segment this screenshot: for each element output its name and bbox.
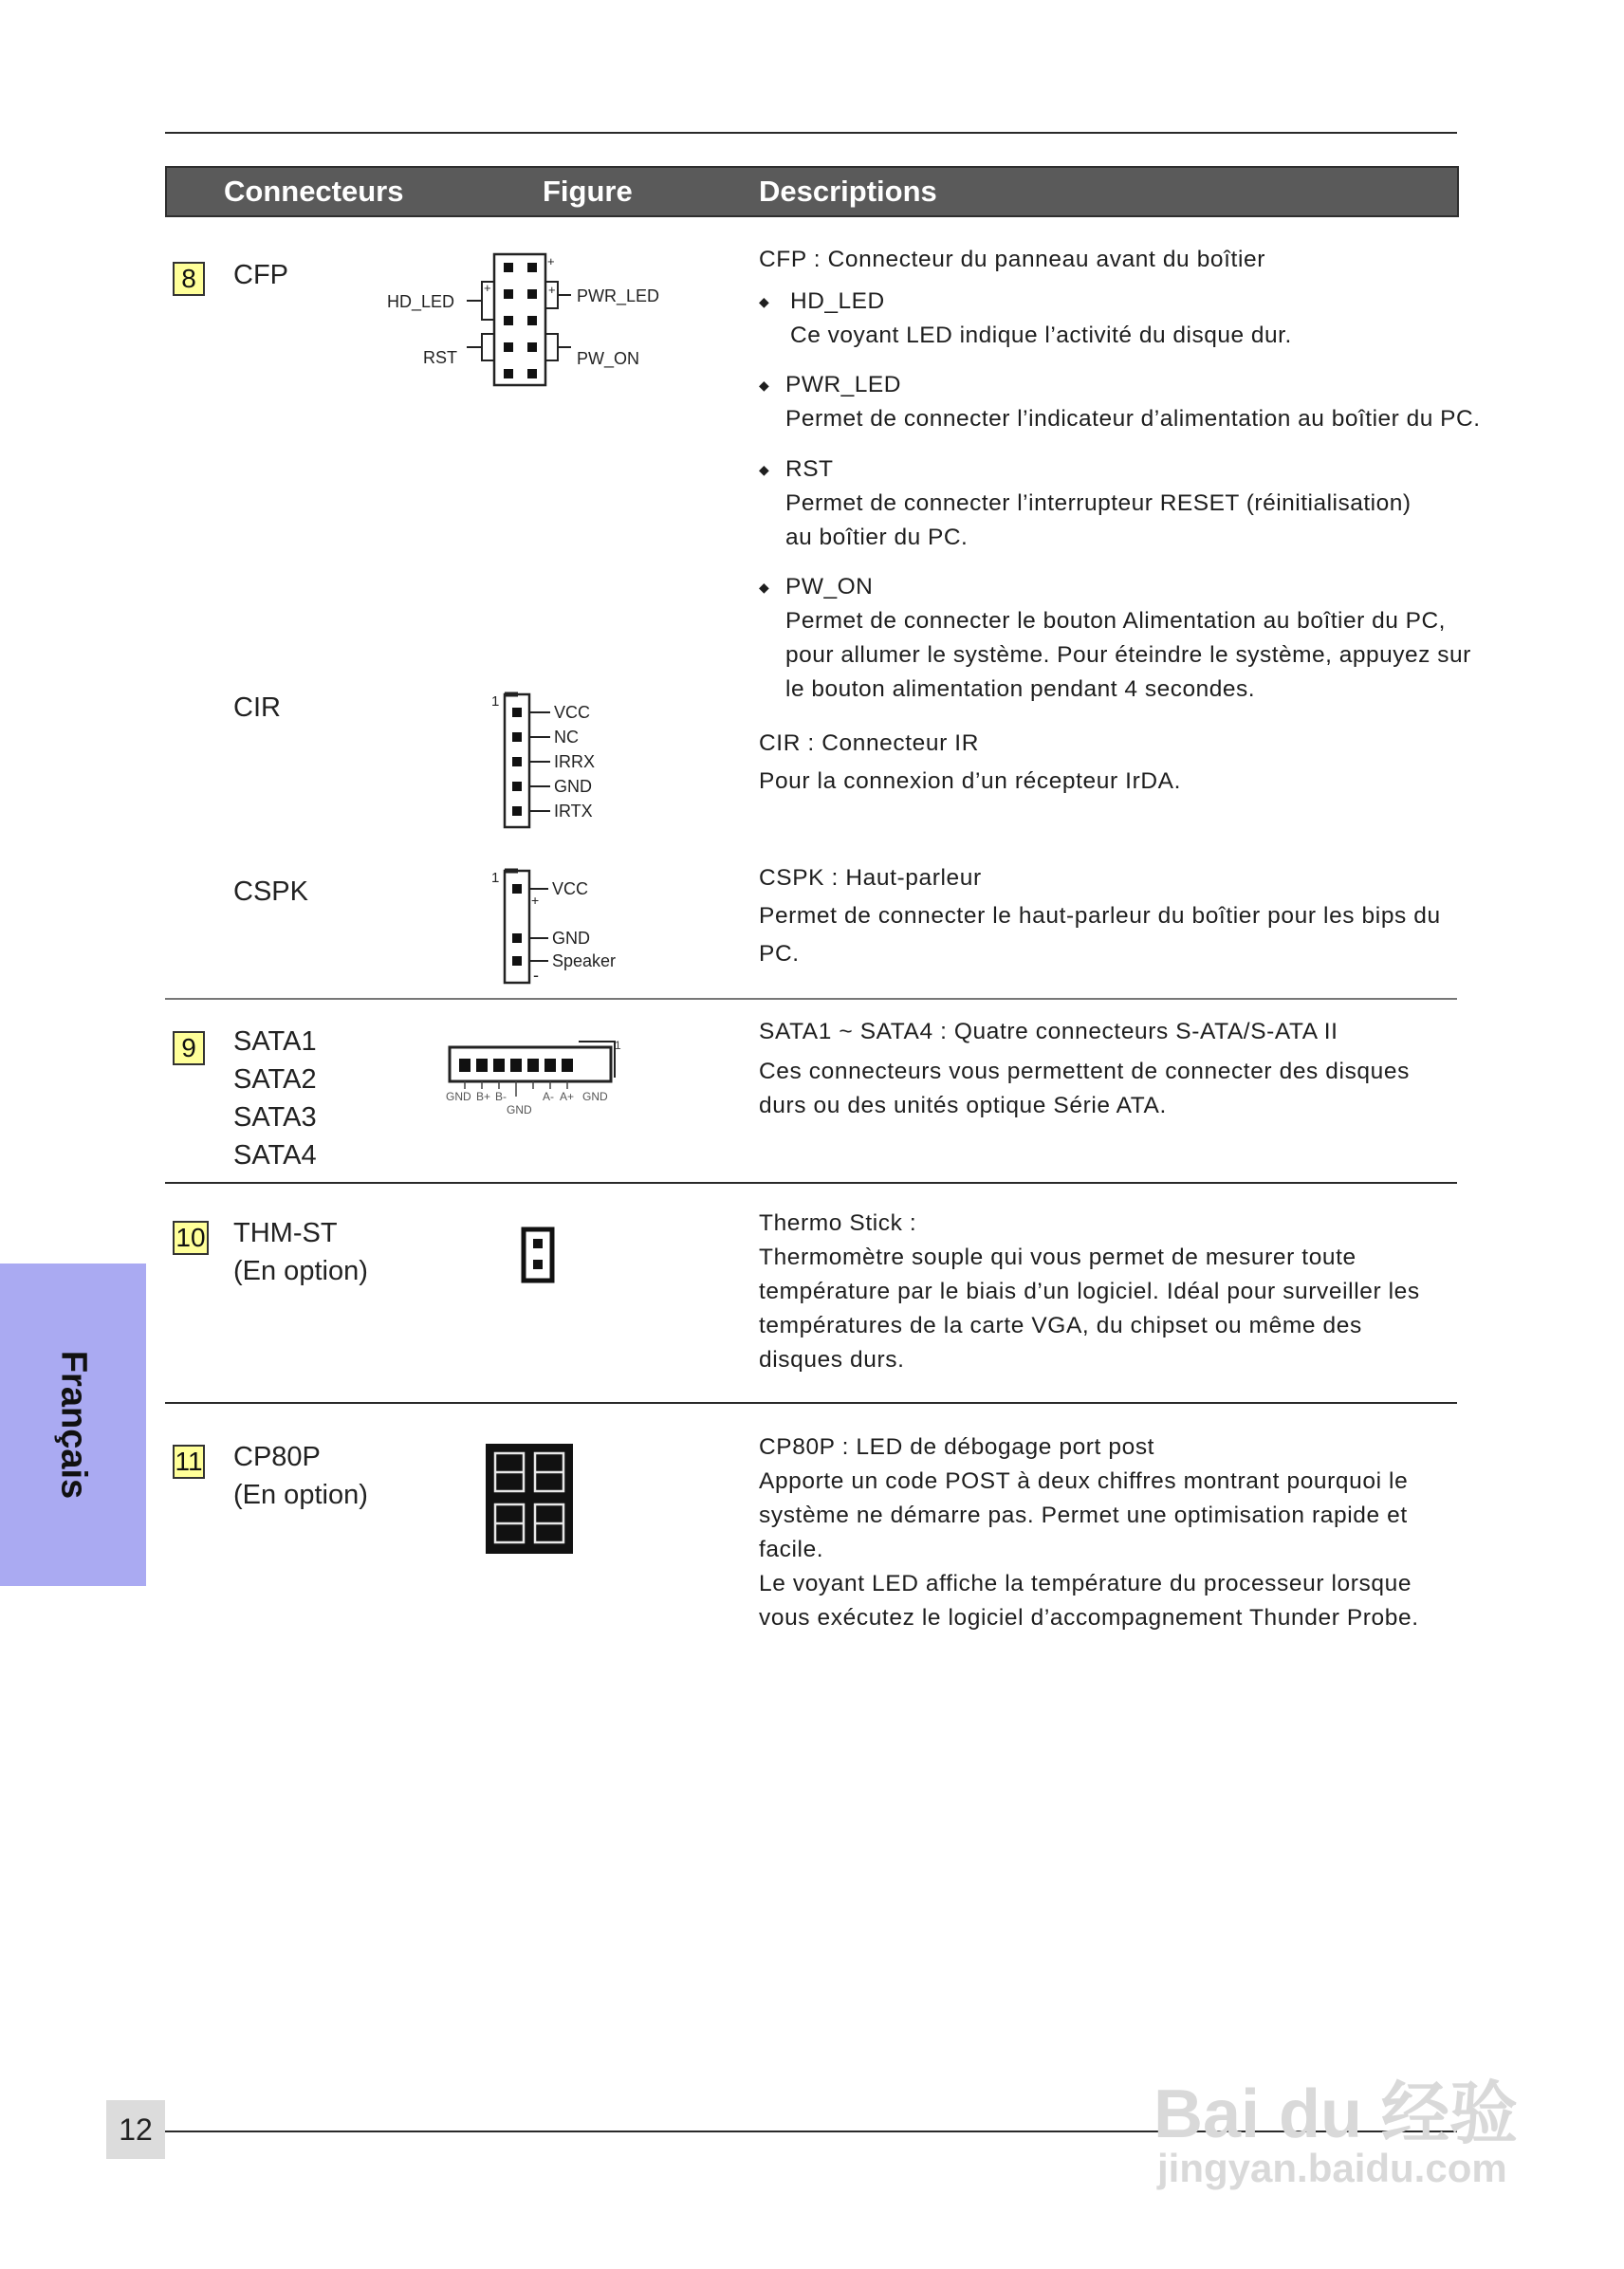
cir-pin [512, 732, 522, 742]
item-text: Permet de connecter l’indicateur d’alimentation au boîtier du PC. [785, 406, 1481, 432]
item-text: le bouton alimentation pendant 4 secondes. [785, 676, 1256, 702]
cp80p-line: vous exécutez le logiciel d’accompagnement Thunder Probe. [759, 1605, 1419, 1631]
cir-pin1-label: 1 [491, 693, 500, 710]
sata-pin [476, 1059, 488, 1072]
cfp-title: CFP : Connecteur du panneau avant du boîtier [759, 247, 1265, 272]
cir-pin [512, 806, 522, 816]
thm-st-outline [524, 1229, 552, 1281]
bullet-icon: ◆ [759, 580, 770, 595]
item-label: HD_LED [790, 288, 885, 314]
sata-pin-label: A+ [560, 1090, 575, 1103]
fig-label-pwr-led: PWR_LED [577, 286, 660, 305]
cspk-pin1-label: 1 [491, 870, 500, 886]
cir-pin-label: IRRX [554, 752, 596, 771]
item-text: pour allumer le système. Pour éteindre le système, appuyez sur [785, 642, 1471, 668]
cfp-connector-outline [494, 254, 545, 385]
watermark-logo: Bai du 经验 [1153, 2076, 1519, 2152]
language-label: Français [53, 1350, 94, 1500]
sata-pin1-label: 1 [615, 1039, 621, 1052]
connector-sata1: SATA1 [233, 1026, 317, 1057]
header-figure: Figure [543, 175, 633, 208]
sata-pin [510, 1059, 522, 1072]
connector-thm-option: (En option) [233, 1256, 368, 1286]
cspk-pin [512, 933, 522, 943]
thm-line: températures de la carte VGA, du chipset ou même des [759, 1313, 1362, 1338]
sata-title: SATA1 ~ SATA4 : Quatre connecteurs S-ATA/S-ATA II [759, 1019, 1338, 1044]
table-header [165, 166, 1459, 217]
cspk-pin-figure [484, 865, 645, 988]
cfp-pin [527, 316, 537, 325]
connector-cspk: CSPK [233, 876, 308, 907]
cspk-pin-label: Speaker [552, 951, 617, 970]
sata-line: durs ou des unités optique Série ATA. [759, 1093, 1167, 1118]
cspk-line: Permet de connecter le haut-parleur du boîtier pour les bips du [759, 903, 1441, 929]
top-plus: + [547, 254, 555, 268]
cir-pin-label: VCC [554, 703, 591, 722]
header-descriptions: Descriptions [759, 175, 937, 208]
item-label: PWR_LED [785, 372, 901, 397]
cp80p-line: Apporte un code POST à deux chiffres montrant pourquoi le [759, 1468, 1409, 1494]
row-divider [165, 1182, 1457, 1184]
hd-led-plus: + [484, 281, 491, 295]
cspk-plus: + [531, 893, 540, 908]
thm-st-pin [533, 1260, 543, 1269]
sata-pin [544, 1059, 556, 1072]
cir-title: CIR : Connecteur IR [759, 730, 979, 756]
sata-pin-figure [442, 1034, 632, 1129]
sata-pin-label: B- [495, 1090, 507, 1103]
sata-line: Ces connecteurs vous permettent de connecter des disques [759, 1059, 1410, 1084]
row-divider [165, 1402, 1457, 1404]
item-text: au boîtier du PC. [785, 525, 969, 550]
sata-pin-label: A- [543, 1090, 554, 1103]
cspk-pin [512, 956, 522, 966]
page-number: 12 [106, 2100, 165, 2159]
language-side-tab [0, 1264, 146, 1586]
sata-pin [562, 1059, 573, 1072]
cp80p-line: Le voyant LED affiche la température du processeur lorsque [759, 1571, 1412, 1596]
cfp-pin [504, 316, 513, 325]
connector-cp80p-option: (En option) [233, 1480, 368, 1510]
connector-cir: CIR [233, 692, 281, 723]
bullet-icon: ◆ [759, 294, 770, 309]
sata-pin [459, 1059, 471, 1072]
item-text: Permet de connecter l’interrupteur RESET (réinitialisation) [785, 490, 1412, 516]
cspk-pin-label: VCC [552, 879, 589, 898]
connector-cp80p: CP80P [233, 1442, 321, 1472]
sata-pin-label: GND [446, 1090, 471, 1103]
sata-pin [527, 1059, 539, 1072]
cp80p-title: CP80P : LED de débogage port post [759, 1434, 1155, 1460]
cfp-pin [527, 369, 537, 378]
connector-sata2: SATA2 [233, 1064, 317, 1095]
pw-on-bracket [545, 334, 558, 360]
cspk-pin [512, 884, 522, 894]
item-label: RST [785, 456, 834, 482]
cir-pin-figure [484, 689, 636, 833]
cir-pin-label: GND [554, 777, 592, 796]
cir-pin [512, 757, 522, 766]
thm-line: Thermomètre souple qui vous permet de mesurer toute [759, 1245, 1356, 1270]
connector-thm-st: THM-ST [233, 1218, 338, 1248]
fig-label-hd-led: HD_LED [387, 292, 455, 311]
thm-st-pin [533, 1239, 543, 1248]
connector-sata4: SATA4 [233, 1140, 317, 1171]
cir-pin [512, 708, 522, 717]
row-number-11: 11 [173, 1445, 205, 1479]
connector-cfp: CFP [233, 260, 288, 290]
cfp-pin [504, 289, 513, 299]
bullet-icon: ◆ [759, 378, 770, 393]
cir-pin-label: NC [554, 728, 579, 747]
cfp-pin [504, 263, 513, 272]
row-number-10: 10 [173, 1221, 209, 1255]
top-rule [165, 132, 1457, 134]
cp80p-line: facile. [759, 1537, 824, 1562]
sata-pin-label: B+ [476, 1090, 491, 1103]
row-divider [165, 998, 1457, 1000]
row-number-8: 8 [173, 262, 205, 296]
row-number-9: 9 [173, 1031, 205, 1065]
sata-bottom-label: GND [507, 1103, 532, 1116]
item-text: Ce voyant LED indique l’activité du disque dur. [790, 323, 1292, 348]
thm-title: Thermo Stick : [759, 1210, 917, 1236]
cspk-pin-label: GND [552, 929, 590, 948]
cp80p-line: système ne démarre pas. Permet une optimisation rapide et [759, 1503, 1408, 1528]
cir-pin-label: IRTX [554, 802, 593, 821]
cspk-line: PC. [759, 941, 800, 967]
sata-pin-label: GND [582, 1090, 608, 1103]
cfp-pin [504, 369, 513, 378]
cfp-pin [504, 342, 513, 352]
item-text: Permet de connecter le bouton Alimentation au boîtier du PC, [785, 608, 1446, 634]
bullet-icon: ◆ [759, 462, 770, 477]
fig-label-rst: RST [423, 348, 457, 367]
cfp-pin [527, 289, 537, 299]
connector-sata3: SATA3 [233, 1102, 317, 1133]
thm-line: température par le biais d’un logiciel. Idéal pour surveiller les [759, 1279, 1420, 1304]
pwr-led-plus: + [548, 283, 556, 297]
fig-label-pw-on: PW_ON [577, 349, 640, 368]
cp80p-display-figure [486, 1444, 573, 1554]
seven-segment-display [486, 1444, 573, 1554]
cfp-pin [527, 342, 537, 352]
thm-line: disques durs. [759, 1347, 905, 1373]
cfp-pin-figure [379, 249, 692, 391]
thm-st-figure [520, 1226, 558, 1286]
cspk-minus: - [533, 966, 539, 985]
cir-text: Pour la connexion d’un récepteur IrDA. [759, 768, 1181, 794]
item-label: PW_ON [785, 574, 874, 600]
sata-pin [493, 1059, 505, 1072]
rst-bracket [482, 334, 494, 360]
watermark-url: jingyan.baidu.com [1157, 2146, 1507, 2190]
cir-pin [512, 782, 522, 791]
cfp-pin [527, 263, 537, 272]
cspk-title: CSPK : Haut-parleur [759, 865, 982, 891]
header-connecteurs: Connecteurs [224, 175, 404, 208]
